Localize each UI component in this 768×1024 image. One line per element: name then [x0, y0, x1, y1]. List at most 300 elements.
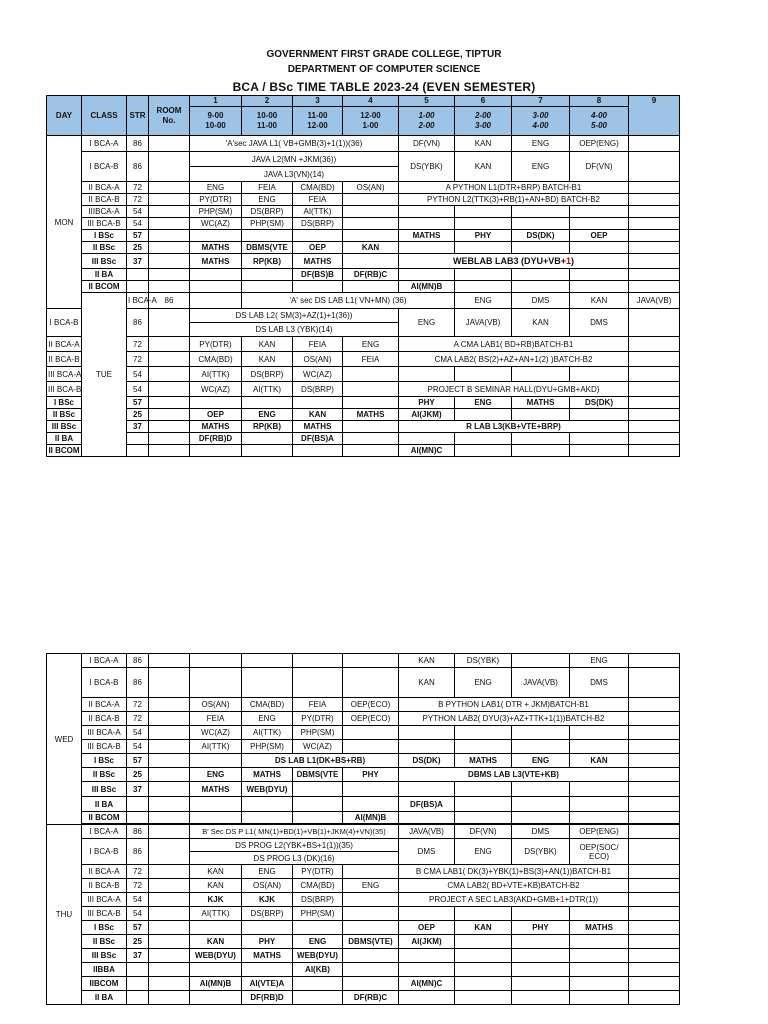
- slot-7: ENG: [512, 136, 570, 152]
- class-cell: III BSc: [82, 949, 127, 963]
- slot-3: ENG: [293, 935, 343, 949]
- room-cell: [149, 445, 190, 457]
- slot-6: [455, 935, 512, 949]
- day-label: MON: [47, 136, 82, 309]
- slot-3: AI(KB): [293, 963, 343, 977]
- slot-1: PY(DTR): [190, 194, 242, 206]
- time-slot-3: 11-00 12-00: [293, 107, 343, 136]
- slot-1: WC(AZ): [190, 218, 242, 230]
- lab-merged-cell: PYTHON LAB2( DYU(3)+AZ+TTK+1(1))BATCH-B2: [399, 712, 629, 726]
- slot-3: OEP: [293, 242, 343, 254]
- slot-9: [629, 409, 680, 421]
- slot-3: [293, 812, 343, 824]
- lab-merged-cell: PROJECT B SEMINAR HALL(DYU+GMB+AKD): [399, 382, 629, 397]
- slot-8: [570, 963, 629, 977]
- room-cell: [149, 839, 190, 865]
- slot-8: [570, 206, 629, 218]
- slot-5: [399, 740, 455, 754]
- lab-merged-cell: DBMS LAB L3(VTE+KB): [399, 768, 629, 782]
- slot-4: DF(RB)C: [343, 991, 399, 1005]
- slot-9: [629, 740, 680, 754]
- strength-cell: 54: [127, 382, 149, 397]
- slot-8: [570, 797, 629, 812]
- slot-9: [629, 907, 680, 921]
- room-cell: [149, 865, 190, 879]
- slot-3: PY(DTR): [293, 712, 343, 726]
- slot-8: [570, 242, 629, 254]
- slot-4: [343, 382, 399, 397]
- class-cell: II BCA-A: [82, 865, 127, 879]
- strength-cell: 86: [127, 825, 149, 839]
- class-cell: II BCA-B: [47, 352, 82, 367]
- room-cell: [149, 230, 190, 242]
- slot-5: [399, 433, 455, 445]
- slot-1: FEIA: [190, 712, 242, 726]
- slot-9: [629, 668, 680, 698]
- slot-3: [293, 797, 343, 812]
- slot-6: [455, 812, 512, 824]
- slot-3: [293, 782, 343, 797]
- room-cell: [149, 254, 190, 269]
- slot-6: [455, 269, 512, 281]
- slot-7: ENG: [512, 754, 570, 768]
- strength-cell: 54: [127, 726, 149, 740]
- class-cell: II BSc: [47, 409, 82, 421]
- slot-1: CMA(BD): [190, 352, 242, 367]
- slot-4: [343, 921, 399, 935]
- slot-3: FEIA: [293, 698, 343, 712]
- class-cell: II BCA-B: [82, 194, 127, 206]
- slot-7: [512, 445, 570, 457]
- strength-cell: [127, 963, 149, 977]
- slot-7: DS(DK): [512, 230, 570, 242]
- room-cell: [149, 309, 190, 337]
- strength-cell: 37: [127, 421, 149, 433]
- slot-9: [629, 136, 680, 152]
- lab-merged-cell: A CMA LAB1( BD+RB)BATCH-B1: [399, 337, 629, 352]
- time-slot-7: 3-00 4-00: [512, 107, 570, 136]
- slot-3: KAN: [293, 409, 343, 421]
- slot-9: [629, 991, 680, 1005]
- slot-9: [629, 698, 680, 712]
- strength-cell: 86: [127, 668, 149, 698]
- strength-cell: 57: [127, 230, 149, 242]
- strength-cell: 72: [127, 194, 149, 206]
- slot-5: ENG: [399, 309, 455, 337]
- slot-2: FEIA: [242, 182, 293, 194]
- room-cell: [149, 963, 190, 977]
- class-cell: III BCA-A: [82, 726, 127, 740]
- slot-8: [570, 445, 629, 457]
- slot-9: [629, 963, 680, 977]
- time-slot-1: 9-00 10-00: [190, 107, 242, 136]
- strength-cell: 72: [127, 352, 149, 367]
- room-cell: [149, 935, 190, 949]
- class-cell: IIIBCA-A: [82, 206, 127, 218]
- slot-7: [512, 949, 570, 963]
- room-cell: [149, 367, 190, 382]
- class-cell: II BA: [82, 269, 127, 281]
- class-cell: I BCA-B: [82, 152, 127, 182]
- slot-5: DF(VN): [399, 136, 455, 152]
- strength-cell: 72: [127, 337, 149, 352]
- strength-cell: 57: [127, 754, 149, 768]
- slot-9: [629, 893, 680, 907]
- slot-8: [570, 782, 629, 797]
- class-cell: IIBBA: [82, 963, 127, 977]
- slot-7: [512, 797, 570, 812]
- slot-6: [455, 409, 512, 421]
- slot-2: AI(TTK): [242, 382, 293, 397]
- slot-9: [629, 712, 680, 726]
- slot-2: [242, 269, 293, 281]
- slot-5: MATHS: [399, 230, 455, 242]
- slot-7: KAN: [512, 309, 570, 337]
- class-cell: I BSc: [82, 754, 127, 768]
- strength-cell: 37: [127, 254, 149, 269]
- slot-4: [343, 740, 399, 754]
- department-name: DEPARTMENT OF COMPUTER SCIENCE: [287, 64, 481, 75]
- slot-2: CMA(BD): [242, 698, 293, 712]
- slot-9: [629, 754, 680, 768]
- slot-6: ENG: [455, 397, 512, 409]
- strength-cell: 86: [149, 293, 190, 309]
- lab-merged-cell: PROJECT A SEC LAB3(AKD+GMB+1+DTR(1)): [399, 893, 629, 907]
- slot-6: KAN: [455, 921, 512, 935]
- slot-7: [512, 963, 570, 977]
- strength-cell: 54: [127, 206, 149, 218]
- slot-1: WC(AZ): [190, 726, 242, 740]
- slot-8: ENG: [570, 654, 629, 668]
- slot-5: [399, 242, 455, 254]
- slot-1: [190, 812, 242, 824]
- slot-9: [629, 230, 680, 242]
- class-cell: III BSc: [82, 782, 127, 797]
- slot-5: ENG: [455, 293, 512, 309]
- slot-3: WC(AZ): [293, 740, 343, 754]
- slot-1: [190, 654, 242, 668]
- room-cell: [149, 382, 190, 397]
- slot-7: [512, 281, 570, 293]
- slot-6: [455, 991, 512, 1005]
- class-cell: II BCOM: [48, 446, 80, 455]
- slot-2: DS(BRP): [242, 907, 293, 921]
- slot-4: [343, 367, 399, 382]
- slot-3: FEIA: [293, 337, 343, 352]
- slot-1: AI(TTK): [190, 367, 242, 382]
- slot-4: [343, 668, 399, 698]
- slot-2: [242, 433, 293, 445]
- slot-3: [293, 991, 343, 1005]
- room-cell: [149, 991, 190, 1005]
- slot-6: [455, 367, 512, 382]
- slot-2: [242, 445, 293, 457]
- slot-2: ENG: [242, 409, 293, 421]
- slot-9: [629, 935, 680, 949]
- slot-2: [242, 797, 293, 812]
- time-slot-5: 1-00 2-00: [399, 107, 455, 136]
- slot-6: [455, 977, 512, 991]
- slot-4: OEP(ECO): [343, 712, 399, 726]
- room-cell: [149, 337, 190, 352]
- slot-1: AI(TTK): [190, 907, 242, 921]
- slot-1: [190, 281, 242, 293]
- slot-6: [455, 281, 512, 293]
- lab-merged-cell: B CMA LAB1( DK(3)+YBK(1)+BS(3)+AN(1))BATCH-B1: [399, 865, 629, 879]
- slot-7: KAN: [570, 293, 629, 309]
- class-cell: II BCOM: [82, 812, 127, 824]
- lab-merged-cell: DS LAB L3 (YBK)(14): [190, 323, 399, 337]
- slot-2: MATHS: [242, 768, 293, 782]
- slot-7: [512, 812, 570, 824]
- slot-2: MATHS: [242, 949, 293, 963]
- slot-9: [629, 825, 680, 839]
- slot-4: ENG: [343, 879, 399, 893]
- room-cell: [149, 921, 190, 935]
- slot-9: [629, 367, 680, 382]
- room-cell: [149, 194, 190, 206]
- strength-cell: [127, 991, 149, 1005]
- slot-8: [570, 367, 629, 382]
- slot-2: KAN: [242, 337, 293, 352]
- slot-3: [293, 654, 343, 668]
- slot-2: DS(BRP): [242, 367, 293, 382]
- strength-cell: 54: [127, 367, 149, 382]
- slot-8: [570, 218, 629, 230]
- slot-8: OEP(ENG): [570, 136, 629, 152]
- class-cell: I BCA-A: [82, 654, 127, 668]
- room-cell: [149, 352, 190, 367]
- slot-1: [190, 269, 242, 281]
- college-name: GOVERNMENT FIRST GRADE COLLEGE, TIPTUR: [266, 49, 502, 60]
- lab-merged-cell: PYTHON L2(TTK(3)+RB(1)+AN+BD) BATCH-B2: [399, 194, 629, 206]
- slot-7: JAVA(VB): [512, 668, 570, 698]
- lab-merged-cell: DS LAB L2( SM(3)+AZ(1)+1(36)): [190, 309, 399, 323]
- slot-3: [293, 397, 343, 409]
- slot-4: MATHS: [343, 409, 399, 421]
- slot-2: DBMS(VTE: [242, 242, 293, 254]
- slot-3: DBMS(VTE: [293, 768, 343, 782]
- slot-9: [629, 768, 680, 782]
- slot-7: MATHS: [512, 397, 570, 409]
- strength-cell: 57: [127, 397, 149, 409]
- slot-1: PHP(SM): [190, 206, 242, 218]
- class-header: CLASS: [82, 96, 127, 136]
- room-cell: [149, 893, 190, 907]
- slot-3: DF(BS)B: [293, 269, 343, 281]
- slot-6: DS(YBK): [455, 654, 512, 668]
- slot-1: KAN: [190, 935, 242, 949]
- room-cell: [149, 218, 190, 230]
- day-label: TUE: [82, 293, 127, 457]
- strength-cell: 86: [127, 654, 149, 668]
- room-cell: [149, 977, 190, 991]
- strength-cell: 72: [127, 712, 149, 726]
- slot-2: [242, 397, 293, 409]
- slot-4: OEP(ECO): [343, 698, 399, 712]
- slot-3: AI(TTK): [293, 206, 343, 218]
- slot-2: [242, 654, 293, 668]
- slot-2: [242, 963, 293, 977]
- slot-6: KAN: [455, 136, 512, 152]
- slot-6: [455, 726, 512, 740]
- slot-6: [455, 782, 512, 797]
- slot-1: AI(MN)B: [190, 977, 242, 991]
- day-label: THU: [47, 825, 82, 1005]
- slot-8: [570, 740, 629, 754]
- slot-3: WC(AZ): [293, 367, 343, 382]
- slot-9: [629, 433, 680, 445]
- slot-5: DMS: [399, 839, 455, 865]
- slot-4: [343, 433, 399, 445]
- slot-6: [455, 963, 512, 977]
- time-slot-8: 4-00 5-00: [570, 107, 629, 136]
- class-cell: II BA: [47, 433, 82, 445]
- room-cell: [149, 281, 190, 293]
- strength-cell: 86: [127, 136, 149, 152]
- room-cell: [149, 825, 190, 839]
- slot-3: [293, 668, 343, 698]
- slot-1: [190, 754, 242, 768]
- strength-cell: 86: [127, 309, 149, 337]
- slot-2: ENG: [242, 194, 293, 206]
- slot-6: MATHS: [455, 754, 512, 768]
- slot-9: [629, 281, 680, 293]
- slot-7: [512, 782, 570, 797]
- slot-9: [629, 352, 680, 367]
- slot-5: [399, 782, 455, 797]
- slot-6: KAN: [455, 152, 512, 182]
- slot-7: [512, 206, 570, 218]
- strength-cell: 37: [127, 782, 149, 797]
- slot-6: DF(VN): [455, 825, 512, 839]
- class-cell: I BCA-A: [82, 136, 127, 152]
- period-5: 5: [399, 96, 455, 107]
- slot-9: [629, 445, 680, 457]
- slot-2: AI(VTE)A: [242, 977, 293, 991]
- room-cell: [149, 726, 190, 740]
- strength-cell: 54: [127, 740, 149, 754]
- room-cell: [149, 242, 190, 254]
- slot-2: PHP(SM): [242, 218, 293, 230]
- room-cell: [149, 152, 190, 182]
- slot-9: [629, 382, 680, 397]
- timetable-mon-tue: [46, 95, 680, 457]
- time-slot-2: 10-00 11-00: [242, 107, 293, 136]
- slot-7: [512, 367, 570, 382]
- period-8: 8: [570, 96, 629, 107]
- slot-4: [343, 963, 399, 977]
- slot-8: OEP(ENG): [570, 825, 629, 839]
- slot-5: DS(YBK): [399, 152, 455, 182]
- slot-7: [512, 935, 570, 949]
- room-cell: [149, 421, 190, 433]
- slot-9: [629, 726, 680, 740]
- class-cell: II BCOM: [82, 281, 127, 293]
- room-cell: [149, 879, 190, 893]
- slot-3: PHP(SM): [293, 726, 343, 740]
- slot-5: [399, 218, 455, 230]
- slot-8: MATHS: [570, 921, 629, 935]
- period-1: 1: [190, 96, 242, 107]
- slot-6: [455, 433, 512, 445]
- slot-5: [399, 949, 455, 963]
- slot-4: [343, 654, 399, 668]
- slot-7: [512, 740, 570, 754]
- slot-6: [455, 949, 512, 963]
- slot-1: [190, 991, 242, 1005]
- day-header: DAY: [47, 96, 82, 136]
- class-cell: III BCA-B: [47, 382, 82, 397]
- slot-1: ENG: [190, 768, 242, 782]
- slot-3: CMA(BD): [293, 879, 343, 893]
- slot-1: KAN: [190, 879, 242, 893]
- slot-5: AI(JKM): [399, 409, 455, 421]
- slot-4: [343, 726, 399, 740]
- slot-5: [399, 963, 455, 977]
- slot-9: [629, 797, 680, 812]
- slot-3: DF(BS)A: [293, 433, 343, 445]
- slot-2: KAN: [242, 352, 293, 367]
- strength-cell: [127, 977, 149, 991]
- slot-5: JAVA(VB): [399, 825, 455, 839]
- slot-1: ENG: [190, 182, 242, 194]
- slot-4: [343, 194, 399, 206]
- slot-7: [512, 654, 570, 668]
- slot-2: PHP(SM): [242, 740, 293, 754]
- slot-8: [570, 269, 629, 281]
- slot-6: JAVA(VB): [455, 309, 512, 337]
- slot-9: [629, 654, 680, 668]
- slot-6: DMS: [512, 293, 570, 309]
- slot-2: [242, 230, 293, 242]
- class-cell: II BSc: [82, 242, 127, 254]
- period-6: 6: [455, 96, 512, 107]
- slot-8: [570, 991, 629, 1005]
- slot-5: [399, 726, 455, 740]
- slot-1: MATHS: [190, 242, 242, 254]
- class-cell: I BCA-B: [82, 839, 127, 865]
- strength-cell: 54: [127, 893, 149, 907]
- slot-1: OEP: [190, 409, 242, 421]
- room-cell: [149, 182, 190, 194]
- slot-9: [629, 218, 680, 230]
- room-cell: [149, 949, 190, 963]
- slot-3: MATHS: [293, 254, 343, 269]
- room-cell: [149, 668, 190, 698]
- slot-4: OS(AN): [343, 182, 399, 194]
- slot-2: ENG: [242, 712, 293, 726]
- slot-8: [570, 726, 629, 740]
- slot-7: PHY: [512, 921, 570, 935]
- slot-1: KAN: [190, 865, 242, 879]
- slot-3: [293, 445, 343, 457]
- slot-4: DBMS(VTE): [343, 935, 399, 949]
- slot-4: AI(MN)B: [343, 812, 399, 824]
- slot-3: MATHS: [293, 421, 343, 433]
- slot-4: [343, 218, 399, 230]
- slot-4: [343, 397, 399, 409]
- slot-4: [343, 797, 399, 812]
- class-cell: II BCA-A: [47, 337, 82, 352]
- slot-5: [399, 907, 455, 921]
- slot-1: [190, 230, 242, 242]
- slot-3: DS(BRP): [293, 218, 343, 230]
- lab-merged-cell: DS LAB L1(DK+BS+RB): [242, 754, 399, 768]
- slot-1: [190, 963, 242, 977]
- strength-cell: 86: [127, 152, 149, 182]
- period-7: 7: [512, 96, 570, 107]
